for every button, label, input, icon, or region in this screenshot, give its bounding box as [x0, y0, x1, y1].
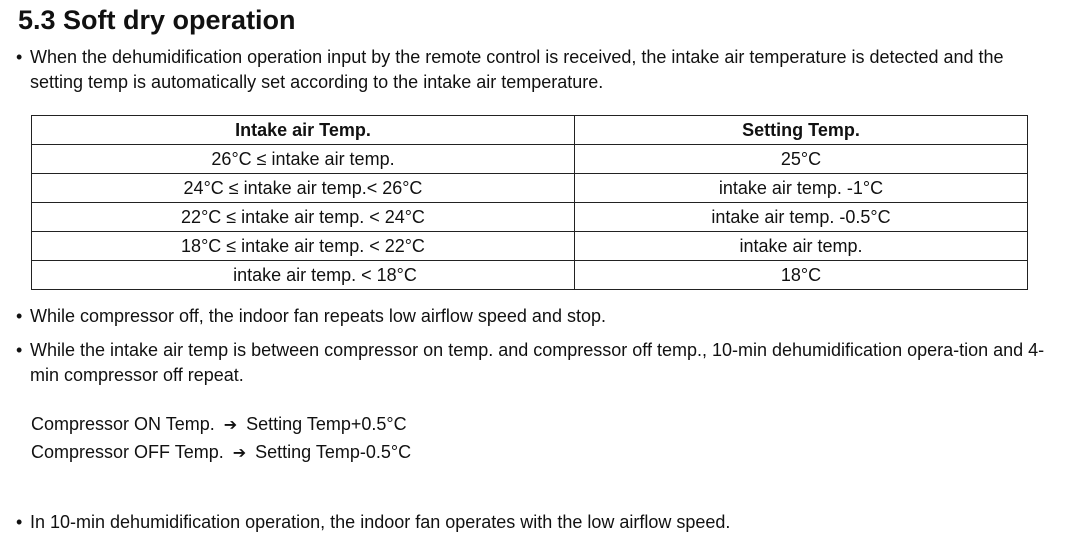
right-arrow-icon: ➔ — [232, 445, 247, 462]
column-header-setting: Setting Temp. — [575, 116, 1028, 145]
table-row — [32, 145, 1028, 174]
formula-label: Compressor OFF Temp. — [31, 442, 224, 462]
intake-condition-cell: 26°C ≤ intake air temp. — [32, 145, 575, 174]
compressor-off-formula — [31, 439, 411, 467]
soft-dry-temperature-table — [31, 115, 1028, 290]
section-title: 5.3 Soft dry operation — [18, 5, 296, 35]
formula-label: Compressor ON Temp. — [31, 414, 215, 434]
bullet-dot: • — [16, 47, 23, 67]
intake-condition-cell: 22°C ≤ intake air temp. < 24°C — [32, 203, 575, 232]
setting-temp-cell: intake air temp. -0.5°C — [575, 203, 1028, 232]
table-row — [32, 203, 1028, 232]
low-speed-bullet — [16, 510, 1061, 535]
intro-text: When the dehumidification operation input by the remote control is received, the intake air temperature is detected and the setting temp is automatically set according to the intake air temperature. — [30, 47, 1004, 92]
table-header-row — [32, 116, 1028, 145]
table-row — [32, 232, 1028, 261]
compressor-on-formula — [31, 411, 407, 439]
formula-value: Setting Temp-0.5°C — [255, 442, 412, 462]
cycle-text: While the intake air temp is between compressor on temp. and compressor off temp., 10-min dehumidification opera-tion and 4-min compressor off repeat. — [30, 340, 1045, 385]
setting-temp-cell: 18°C — [575, 261, 1028, 290]
intake-condition-cell: 18°C ≤ intake air temp. < 22°C — [32, 232, 575, 261]
table-row — [32, 261, 1028, 290]
low-speed-text: In 10-min dehumidification operation, the indoor fan operates with the low airflow speed. — [30, 512, 731, 532]
intro-bullet — [16, 45, 1061, 95]
table-row — [32, 174, 1028, 203]
setting-temp-cell: intake air temp. -1°C — [575, 174, 1028, 203]
column-header-intake: Intake air Temp. — [32, 116, 575, 145]
fan-off-text: While compressor off, the indoor fan repeats low airflow speed and stop. — [30, 306, 606, 326]
cycle-bullet — [16, 338, 1061, 388]
formula-value: Setting Temp+0.5°C — [246, 414, 407, 434]
bullet-dot: • — [16, 512, 23, 532]
bullet-dot: • — [16, 340, 23, 360]
setting-temp-cell: 25°C — [575, 145, 1028, 174]
intake-condition-cell: 24°C ≤ intake air temp.< 26°C — [32, 174, 575, 203]
setting-temp-cell: intake air temp. — [575, 232, 1028, 261]
fan-off-bullet — [16, 304, 1061, 329]
intake-condition-cell: intake air temp. < 18°C — [32, 261, 575, 290]
right-arrow-icon: ➔ — [223, 417, 238, 434]
bullet-dot: • — [16, 306, 23, 326]
